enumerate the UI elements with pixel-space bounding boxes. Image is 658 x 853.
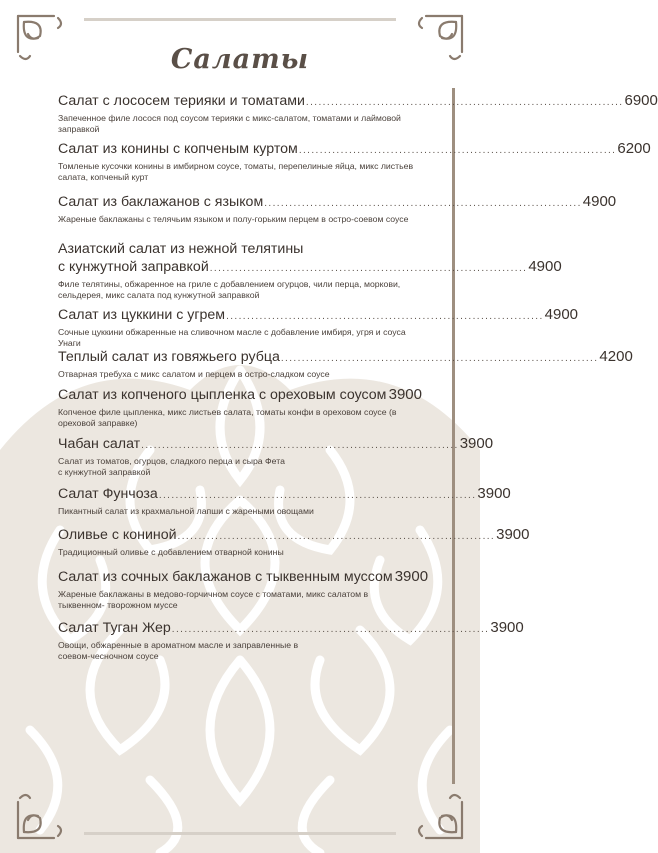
item-description: Отварная требуха с микс салатом и перцем в остро-сладком соусе [58,369,330,379]
item-price: 6900 [624,92,658,109]
item-description: Пикантный салат из крахмальной лапши с жареными овощами [58,506,314,516]
menu-item [58,348,633,380]
item-price: 3900 [388,386,422,403]
leader-dots: ............................................................................ [141,440,459,451]
item-description: Жареные баклажаны в медово-горчичном соусе с томатами, микс салатом в тыквенном- творожном муссе [58,589,369,611]
item-name: Салат с лососем терияки и томатами [58,93,305,109]
item-price: 3900 [394,568,429,585]
menu-item [58,193,617,225]
item-price: 4900 [528,258,562,275]
menu-item [58,92,658,136]
item-description: Овощи, обжаренные в ароматном масле и заправленные в соевом-чесночном соусе [58,640,299,662]
item-description: Жареные баклажаны с телячьим языком и полу-горьким перцем в остро-соевом соусе [58,214,409,224]
leader-dots: ............................................................................ [305,97,624,108]
leader-dots: ............................................................................ [298,145,617,156]
item-name: Теплый салат из говяжьего рубца [58,349,280,365]
page-title: Салаты [170,44,310,75]
item-name: Салат из конины с копченым куртом [58,141,298,157]
leader-dots: ............................................................................ [158,490,477,501]
menu-item [58,568,429,612]
item-description: Копченое филе цыпленка, микс листьев салата, томаты конфи в ореховом соусе (в ореховой заправке) [58,407,397,429]
menu-item [58,526,530,558]
item-name: Салат Фунчоза [58,486,158,502]
item-price: 3900 [459,435,494,452]
item-description: Салат из томатов, огурцов, сладкого перца и сыра Фета с кунжутной заправкой [58,456,285,478]
menu-item [58,485,511,517]
corner-ornament-bottom-right [410,786,466,842]
item-price: 3900 [496,526,530,543]
corner-ornament-bottom-left [14,786,70,842]
frame-top-line [84,18,396,21]
menu-item [58,306,579,350]
item-description: Традиционный оливье с добавлением отварной конины [58,547,284,557]
item-price: 3900 [490,619,524,636]
menu-item [58,435,494,479]
item-price: 3900 [477,485,511,502]
menu-item [58,140,651,184]
item-name-line-1: Азиатский салат из нежной телятины [58,241,304,257]
item-description: Запеченное филе лосося под соусом терияки с микс-салатом, томатами и лаймовой заправкой [58,113,401,135]
item-name: Салат из сочных баклажанов с тыквенным муссом [58,569,393,585]
item-name: Чабан салат [58,436,141,452]
leader-dots: ............................................................................ [226,311,544,322]
item-price: 4900 [544,306,579,323]
item-name: Салат Туган Жер [58,620,171,636]
menu-item [58,386,422,430]
item-name: Салат из цуккини с угрем [58,307,226,323]
leader-dots: ............................................................................ [171,624,490,635]
item-name: Салат из копченого цыпленка с ореховым соусом [58,387,387,403]
menu-item [58,619,524,663]
item-name-line-2: с кунжутной заправкой [58,259,209,275]
item-name: Оливье с кониной [58,527,177,543]
frame-right-line [452,88,455,784]
item-name: Салат из баклажанов с языком [58,194,264,210]
item-price: 6200 [617,140,651,157]
item-description: Сочные цуккини обжаренные на сливочном масле с добавление имбиря, угря и соуса Унаги [58,327,406,349]
item-price: 4900 [582,193,617,210]
item-price: 4200 [599,348,633,365]
leader-dots: ............................................................................ [264,198,582,209]
leader-dots: ............................................................................ [177,531,496,542]
frame-bottom-line [84,832,396,835]
menu-item [58,240,562,302]
leader-dots: ............................................................................ [280,353,599,364]
item-description: Филе телятины, обжаренное на гриле с добавлением огурцов, чили перца, моркови, сельдерея, микс салата под кунжутной заправкой [58,279,401,301]
leader-dots: ............................................................................ [209,263,528,274]
item-description: Томленые кусочки конины в имбирном соусе, томаты, перепелиные яйца, микс листьев салата, копченый курт [58,161,414,183]
